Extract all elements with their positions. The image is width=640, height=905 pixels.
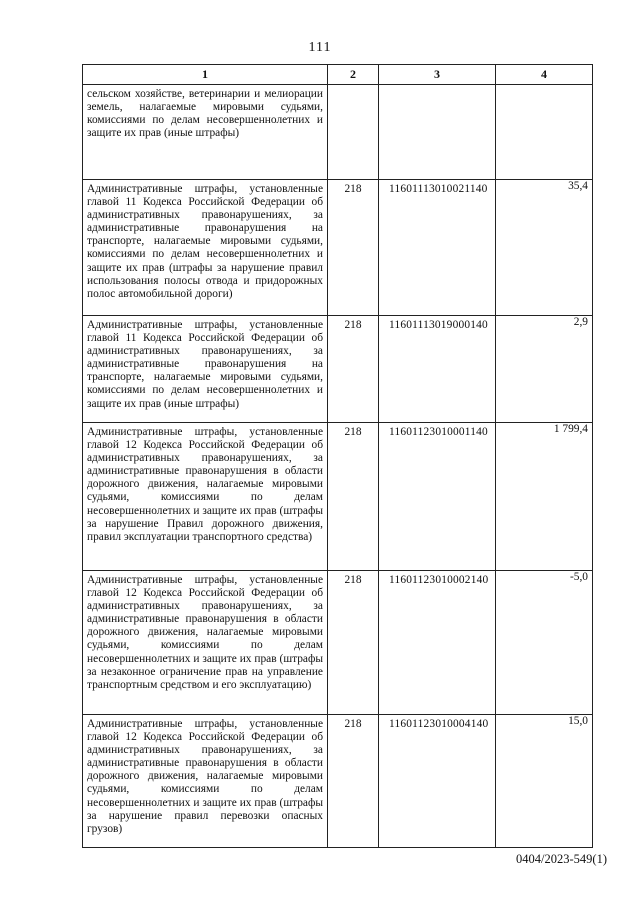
- row-amount: [496, 85, 593, 180]
- row-description: Административные штрафы, установленные главой 12 Кодекса Российской Федерации об административных правонарушениях, за административные правонарушения в области дорожного движения, налагаемые мировыми судьями, комиссиями по делам несовершеннолетних и защите их прав (штрафы за нарушение Правил дорожного движения, правил эксплуатации транспортного средства): [83, 423, 328, 571]
- table-row: [83, 316, 593, 423]
- table-row: [83, 423, 593, 571]
- row-admin-code: 218: [328, 423, 379, 571]
- row-admin-code: 218: [328, 715, 379, 848]
- row-kbk: 11601123010002140: [379, 571, 496, 715]
- row-admin-code: 218: [328, 316, 379, 423]
- column-header-kbk: 3: [379, 65, 496, 85]
- budget-table: [82, 64, 593, 848]
- row-admin-code: 218: [328, 180, 379, 316]
- table-row: [83, 180, 593, 316]
- row-kbk: 11601113019000140: [379, 316, 496, 423]
- table-header-row: [83, 65, 593, 85]
- row-description: Административные штрафы, установленные главой 11 Кодекса Российской Федерации об административных правонарушениях, за административные правонарушения на транспорте, налагаемые мировыми судьями, комиссиями по делам несовершеннолетних и защите их прав (иные штрафы): [83, 316, 328, 423]
- row-admin-code: [328, 85, 379, 180]
- document-id: 0404/2023-549(1): [516, 852, 607, 866]
- column-header-amount: 4: [496, 65, 593, 85]
- row-amount: -5,0: [496, 571, 593, 715]
- row-admin-code: 218: [328, 571, 379, 715]
- row-description: Административные штрафы, установленные главой 11 Кодекса Российской Федерации об административных правонарушениях, за административные правонарушения на транспорте, налагаемые мировыми судьями, комиссиями по делам несовершеннолетних и защите их прав (штрафы за нарушение правил использования полосы отвода и придорожных полос автомобильной дороги): [83, 180, 328, 316]
- column-header-description: 1: [83, 65, 328, 85]
- row-kbk: 11601123010001140: [379, 423, 496, 571]
- row-kbk: [379, 85, 496, 180]
- row-amount: 2,9: [496, 316, 593, 423]
- row-amount: 1 799,4: [496, 423, 593, 571]
- table-row: [83, 715, 593, 848]
- row-description: сельском хозяйстве, ветеринарии и мелиорации земель, налагаемые мировыми судьями, комиссиями по делам несовершеннолетних и защите их прав (иные штрафы): [83, 85, 328, 180]
- table-row: [83, 85, 593, 180]
- page-number: 111: [308, 40, 332, 55]
- column-header-admin-code: 2: [328, 65, 379, 85]
- row-kbk: 11601113010021140: [379, 180, 496, 316]
- row-description: Административные штрафы, установленные главой 12 Кодекса Российской Федерации об административных правонарушениях, за административные правонарушения в области дорожного движения, налагаемые мировыми судьями, комиссиями по делам несовершеннолетних и защите их прав (штрафы за нарушение правил перевозки опасных грузов): [83, 715, 328, 848]
- row-description: Административные штрафы, установленные главой 12 Кодекса Российской Федерации об административных правонарушениях, за административные правонарушения в области дорожного движения, налагаемые мировыми судьями, комиссиями по делам несовершеннолетних и защите их прав (штрафы за незаконное ограничение прав на управление транспортным средством и его эксплуатацию): [83, 571, 328, 715]
- row-amount: 15,0: [496, 715, 593, 848]
- table-row: [83, 571, 593, 715]
- row-kbk: 11601123010004140: [379, 715, 496, 848]
- row-amount: 35,4: [496, 180, 593, 316]
